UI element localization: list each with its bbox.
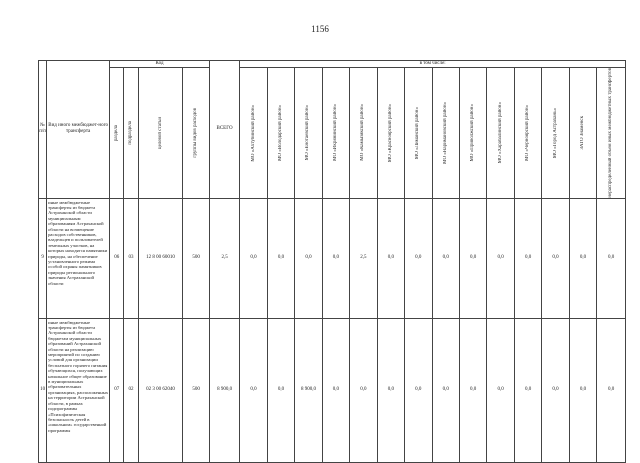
header-code-col xyxy=(110,68,124,199)
row-value-cell: 2,5 xyxy=(350,198,377,318)
row-value-cell: 0,0 xyxy=(322,198,349,318)
header-district-label: МО «Красноярский район» xyxy=(387,103,393,162)
row-value-cell: 0,0 xyxy=(459,198,486,318)
row-value-cell: 0,0 xyxy=(569,318,596,462)
page-number: 1156 xyxy=(311,24,329,34)
row-value-cell: 0,0 xyxy=(240,198,267,318)
header-district-label: МО «Володарский район» xyxy=(278,104,283,161)
row-value-cell: 0,0 xyxy=(322,318,349,462)
row-value-cell: 0,0 xyxy=(295,198,322,318)
row-number: 9 xyxy=(39,198,47,318)
row-value-cell: 0,0 xyxy=(377,318,404,462)
header-district xyxy=(405,68,432,199)
header-district-label: МО «Икрянинский район» xyxy=(332,104,338,162)
row-value-cell: 0,0 xyxy=(514,198,541,318)
row-value-cell: 0,0 xyxy=(569,198,596,318)
row-code-cell: 500 xyxy=(183,198,209,318)
row-value-cell: 8 900,0 xyxy=(295,318,322,462)
header-code-col xyxy=(138,68,183,199)
header-district xyxy=(432,68,459,199)
header-district xyxy=(240,68,267,199)
header-including: в том числе: xyxy=(240,61,626,68)
row-number: 10 xyxy=(39,318,47,462)
header-district xyxy=(487,68,514,199)
header-district xyxy=(569,68,596,199)
row-value-cell: 0,0 xyxy=(459,318,486,462)
row-value-cell: 0,0 xyxy=(487,318,514,462)
row-code-cell: 07 xyxy=(110,318,124,462)
row-total: 8 900,0 xyxy=(209,318,240,462)
header-code-col-label: раздела xyxy=(113,124,119,141)
header-code-col-label: группы видов расходов xyxy=(193,108,199,158)
header-district-label: МО «Лиманский район» xyxy=(415,106,421,159)
header-district-label: МО «Ахтубинский район» xyxy=(250,104,256,162)
row-description: иные межбюджетные трансферты из бюджета Астраханской области бюджетам муниципальных образований Астраханской области на реализацию мероприятий по созданию условий для организации бесплатного горячего питания обучающихся, получающих начальное общее образование в муниципальных образовательных организациях, расположенных на территории Астраханской области, в рамках подпрограммы «Психофизическая безопасность детей в «школьном» государственной программы xyxy=(47,318,110,462)
header-code-col-label: подраздела xyxy=(128,120,134,145)
row-value-cell: 0,0 xyxy=(542,198,569,318)
row-code-cell: 02 3 00 62040 xyxy=(138,318,183,462)
row-code-cell: 06 xyxy=(110,198,124,318)
header-district xyxy=(322,68,349,199)
header-code-col-label: целевой статьи xyxy=(157,116,163,149)
header-district-label: МО «Камызякский район» xyxy=(360,104,366,162)
row-value-cell: 0,0 xyxy=(405,198,432,318)
header-district-label: МО «Город Астрахань» xyxy=(552,107,558,158)
header-type: Вид иного межбюджет-ного трансферта xyxy=(47,61,110,199)
row-description: иные межбюджетные трансферты из бюджета Астраханской области муниципальным образованиям Астраханской области на возмещение расходов собственников, владельцев и пользователей земельных участков, на которых находятся памятники природы, на обеспечение установленного режима особой охраны памятников природы регионального значения Астраханской области xyxy=(47,198,110,318)
header-district xyxy=(267,68,294,199)
row-code-cell: 500 xyxy=(183,318,209,462)
header-num: № п/п xyxy=(39,61,47,199)
header-total: ВСЕГО xyxy=(209,61,240,199)
header-district-label: нераспределенный объем иных межбюджетных трансфертов xyxy=(608,68,614,198)
header-code-col xyxy=(124,68,138,199)
row-value-cell: 0,0 xyxy=(377,198,404,318)
row-code-cell: 03 xyxy=(124,198,138,318)
header-district xyxy=(295,68,322,199)
row-value-cell: 0,0 xyxy=(514,318,541,462)
row-total: 2,5 xyxy=(209,198,240,318)
row-value-cell: 0,0 xyxy=(267,198,294,318)
table-row xyxy=(39,318,626,462)
header-district xyxy=(597,68,626,199)
header-district xyxy=(542,68,569,199)
header-district xyxy=(459,68,486,199)
header-district-label: МО «Харабалинский район» xyxy=(497,102,503,164)
row-value-cell: 0,0 xyxy=(432,318,459,462)
table-row xyxy=(39,198,626,318)
header-district-label: МО «Наримановский район» xyxy=(442,101,448,164)
header-district xyxy=(350,68,377,199)
header-district xyxy=(514,68,541,199)
header-district-label: ЗАТО Знаменск xyxy=(579,115,585,150)
row-value-cell: 0,0 xyxy=(267,318,294,462)
row-value-cell: 0,0 xyxy=(240,318,267,462)
row-code-cell: 12 8 00 60010 xyxy=(138,198,183,318)
row-value-cell: 0,0 xyxy=(432,198,459,318)
row-code-cell: 02 xyxy=(124,318,138,462)
header-code: Код xyxy=(110,61,210,68)
header-district xyxy=(377,68,404,199)
row-value-cell: 0,0 xyxy=(542,318,569,462)
row-value-cell: 0,0 xyxy=(350,318,377,462)
row-value-cell: 0,0 xyxy=(597,318,626,462)
transfers-table xyxy=(38,60,626,463)
header-code-col xyxy=(183,68,209,199)
header-district-label: МО «Енотаевский район» xyxy=(305,105,311,161)
header-district-label: МО «Черноярский район» xyxy=(525,104,531,161)
row-value-cell: 0,0 xyxy=(597,198,626,318)
row-value-cell: 0,0 xyxy=(405,318,432,462)
row-value-cell: 0,0 xyxy=(487,198,514,318)
header-district-label: МО «Приволжский район» xyxy=(470,104,476,162)
